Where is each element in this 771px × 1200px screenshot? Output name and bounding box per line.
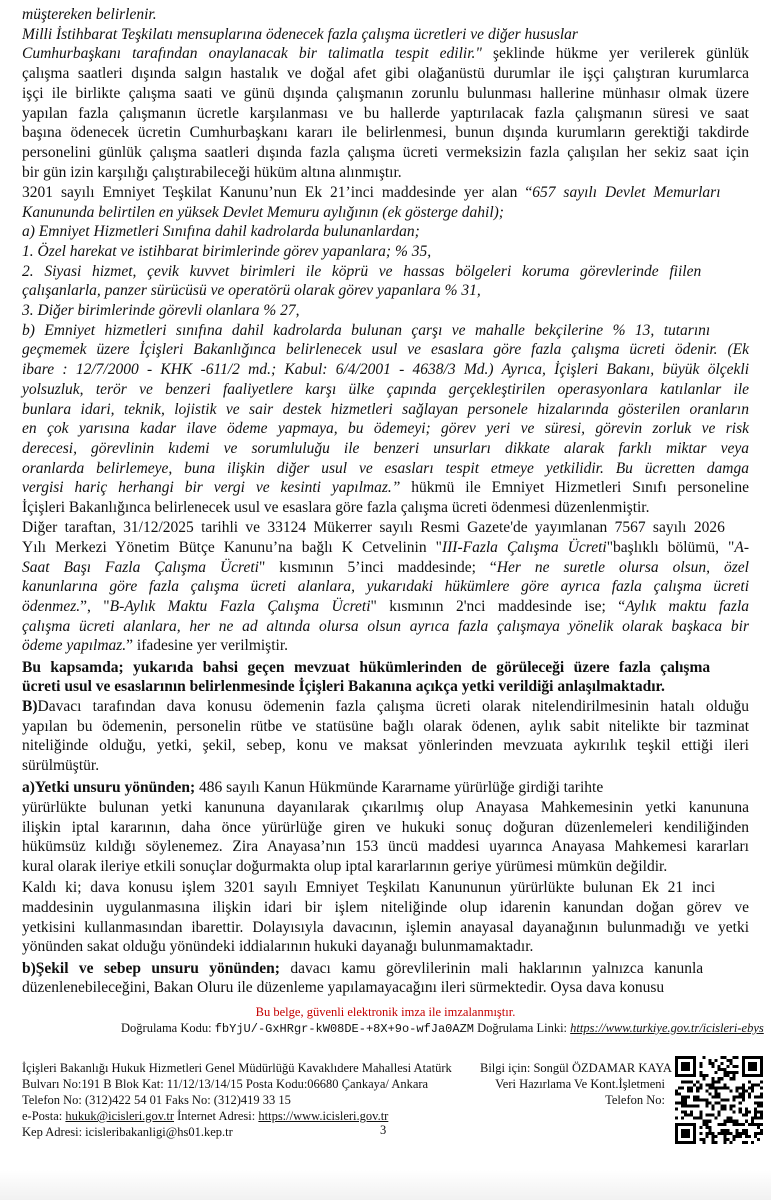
text-segment: Yetki unsuru yönünden; (34, 779, 196, 797)
kep-address: Kep Adresi: icisleribakanligi@hs01.kep.tr (22, 1125, 233, 1139)
body-line (22, 242, 431, 262)
qr-code-icon (675, 1056, 763, 1144)
text-segment: Davacı tarafından dava konusu ödemenin fazla çalışma ücreti olarak nitelendirilmesinin hatalı olduğu (37, 698, 749, 715)
text-segment: ücreti usul ve esaslarının belirlenmesinde İçişleri Bakanına açıkça yetki verildiği anlaşılmaktadır. (22, 678, 665, 696)
text-segment: B-Aylık Maktu Fazla Çalışma Ücreti (109, 598, 371, 615)
body-line (22, 163, 402, 183)
body-line (22, 84, 749, 104)
text-segment: Diğer taraftan, 31/12/2025 tarihli ve 33124 Mükerrer sayılı Resmi Gazete'de yayımlanan 7567 sayılı 2026 (22, 519, 725, 537)
text-segment: ibare : 12/7/2000 - KHK -611/2 md.; Kabul: 6/4/2001 - 4638/3 Md.) Ayrıca, İçişleri Bakanı, büyük ölçekli (22, 361, 749, 379)
text-segment: yetkisini kullanmasından ibarettir. Dolayısıyla davacının, işlemin anayasal dayanağının bulunmadığı ve yetki (22, 918, 749, 936)
body-line (22, 478, 749, 498)
body-line (22, 123, 749, 143)
info-contact: Bilgi için: Songül ÖZDAMAR KAYA (480, 1061, 672, 1075)
body-line (22, 459, 749, 479)
text-segment: "başlıklı bölümü, " (606, 538, 735, 556)
text-segment: oranlarda belirlemeye, buna ilişkin diğer usul ve esasları tespit etmeye yetkilidir. Bu ücretten damga (22, 459, 749, 477)
text-segment: en çok yarısına kadar ilave ödeme yapmaya, bu ödemeyi; görev yeri ve süresi, görevin zorluk ve risk (22, 420, 749, 438)
body-line (22, 262, 701, 282)
text-segment: III-Fazla Çalışma Ücreti (441, 538, 607, 556)
text-segment: hükümsüz kıldığı söylenemez. Zira Anayasa’nın 153 üncü maddesi uyarınca Anayasa Mahkemesi kararları (22, 838, 749, 856)
text-segment: 486 sayılı Kanun Hükmünde Kararname yürürlüğe girdiği tarihte (195, 779, 604, 797)
text-segment: bunlara idari, teknik, lojistik ve sair destek hizmetleri sağlayan personele hizalarında gösterilen oranların (22, 400, 749, 418)
body-line (22, 143, 749, 163)
body-line (22, 518, 725, 538)
text-segment: Yılı Merkezi Yönetim Bütçe Kanunu’na bağlı K Cetvelinin " (22, 538, 442, 556)
text-segment: 2. Siyasi hizmet, çevik kuvvet birimleri ile köprü ve hassas bölgeleri koruma görevlerinde fiilen (22, 262, 702, 280)
info-phone: Telefon No: (605, 1093, 665, 1107)
body-line (22, 340, 749, 360)
body-line (22, 857, 667, 877)
body-line (22, 798, 749, 818)
text-segment: 3. Diğer birimlerinde görevli olanlara % 27, (22, 302, 300, 319)
text-segment: yapılan fazla çalışmanın ücretle karşılanması ve bu hallerde yaptırılacak fazla çalışmanın süresi ve saat (22, 104, 749, 122)
body-line (22, 360, 749, 380)
verify-code: fbYjU/-GxHRgr-kW08DE-+8X+9o-wfJa0AZM (214, 1022, 474, 1036)
text-segment: Her ne suretle olursa olsun, özel (496, 558, 749, 576)
verification-row (121, 1020, 764, 1037)
esign-notice: Bu belge, güvenli elektronik imza ile imzalanmıştır. (255, 1005, 516, 1019)
verify-code-label: Doğrulama Kodu: (121, 1021, 212, 1035)
text-segment: derecesi, görevlinin kıdemi ve sorumluluğu ile benzeri unsurları dikkate alarak farklı miktar veya (22, 439, 749, 457)
body-line (22, 25, 578, 45)
body-line (22, 104, 749, 124)
body-line (22, 281, 481, 301)
text-segment: davacı kamu görevlilerinin mali haklarının yalnızca kanunla (279, 959, 704, 977)
text-segment: ” ifadesine yer verilmiştir. (126, 637, 289, 655)
text-segment: çalışma ücreti alanlara, her ne ad altında olursa olsun ayrıca fazla çalışmaya yönelik olarak başkaca bir (22, 617, 749, 635)
text-segment: b)Şekil ve sebep unsuru yönünden; (22, 959, 280, 977)
body-line (22, 978, 664, 998)
body-line (22, 301, 300, 321)
text-segment: Kanununda belirtilen en yüksek Devlet Memuru aylığının (ek gösterge dahil); (22, 203, 504, 221)
text-segment: 657 sayılı Devlet Memurları (532, 183, 721, 201)
body-line (22, 778, 603, 798)
text-segment: müştereken belirlenir. (22, 6, 157, 23)
text-segment: a) Emniyet Hizmetleri Sınıfına dahil kadrolarda bulunanlardan; (22, 223, 420, 241)
body-line (22, 597, 749, 617)
text-segment: çalışma saatleri dışında salgın hastalık ve doğal afet gibi olağanüstü durumlar ile işçi çalıştıran kurumlarca (22, 65, 749, 83)
text-segment: " kısmının 2'nci maddesinde ise; “ (370, 598, 626, 615)
body-line (22, 959, 703, 979)
internet-link[interactable]: https://www.icisleri.gov.tr (258, 1109, 389, 1123)
body-line (22, 918, 749, 938)
body-line (22, 5, 157, 25)
text-segment: Milli İstihbarat Teşkilatı mensuplarına ödenecek fazla çalışma ücretleri ve diğer hususlar (22, 25, 578, 43)
text-segment: yapılan bu ödemenin, personelin rütbe ve statüsüne bağlı olarak ödenen, aylık sabit nitelikte bir tazminat (22, 717, 749, 735)
text-segment: bir gün izin karşılığı çalıştırabileceği hüküm altına alınmıştır. (22, 163, 402, 181)
body-line (22, 64, 749, 84)
text-segment: maddesinin uygulanmasına ilişkin idari bir işlem niteliğinde olup idarenin kanundan doğan görev ve (22, 899, 749, 916)
body-line (22, 44, 749, 64)
text-segment: niteliğinde olduğu, yetki, şekil, sebep, konu ve maksat yönlerinden mevzuata aykırılık teşkil ettiği ileri (22, 737, 749, 755)
body-line (22, 419, 749, 439)
text-segment: şeklinde hükme yer verilerek günlük (481, 45, 749, 63)
body-line (22, 717, 749, 737)
text-segment: Bu kapsamda; yukarıda bahsi geçen mevzuat hükümlerinden de görüleceği üzere fazla çalışma (22, 658, 711, 676)
text-segment: düzenlenebileceğini, Bakan Oluru ile düzenleme yapılamayacağını ileri sürmektedir. Oysa dava konusu (22, 979, 665, 997)
text-segment: A- (734, 538, 749, 556)
text-segment: a) (22, 779, 35, 797)
text-segment: b) Emniyet hizmetleri sınıfına dahil kadrolarda bulunan çarşı ve mahalle bekçilerine % 13, tutarını (22, 321, 711, 339)
text-segment: yolsuzluk, terör ve benzeri faaliyetlere karşı ülke çapında gerçekleştirilen operasyonlara katılanlar ile (22, 380, 749, 398)
body-line (22, 818, 749, 838)
body-line (22, 439, 749, 459)
page-edge (0, 1170, 771, 1200)
text-segment: Aylık maktu fazla (625, 598, 750, 615)
text-segment: kanunlarına göre fazla çalışma ücreti alanlara, yukarıdaki hükümlere göre ayrıca fazla çalışma ücreti (22, 578, 749, 596)
body-line (22, 380, 749, 400)
text-segment: personelini günlük çalışma saatleri dışında fazla çalışma ücreti vermeksizin fazla çalışılan her sekiz saat için (22, 143, 749, 161)
body-line (22, 321, 710, 341)
email-link[interactable]: hukuk@icisleri.gov.tr (65, 1109, 175, 1123)
info-title: Veri Hazırlama Ve Kont.İşletmeni (495, 1077, 665, 1091)
text-segment: B) (22, 698, 38, 715)
body-line (22, 658, 710, 678)
body-line (22, 538, 749, 558)
body-line (22, 697, 749, 717)
text-segment: başına ödenecek ücretin Cumhurbaşkanı kararı ile belirlenmesi, bunun dışında kurumların gerektiği takdirde (22, 124, 749, 142)
text-segment: vergisi hariç herhangi bir vergi ve kesinti yapılmaz.” (22, 479, 401, 497)
address-line-2: Bulvarı No:191 B Blok Kat: 11/12/13/14/15 Posta Kodu:06680 Çankaya/ Ankara (22, 1077, 429, 1091)
text-segment: sürülmüştür. (22, 757, 100, 775)
body-line (22, 878, 715, 898)
text-segment: işçi ile birlikte çalışma saati ve günü dışında çalışmanın zorunlu bulunması hallerine münhasır olmak üzere (22, 84, 749, 102)
text-segment: 3201 sayılı Emniyet Teşkilat Kanunu’nun Ek 21’inci maddesinde yer alan “ (22, 183, 533, 201)
text-segment: İçişleri Bakanlığınca belirlenecek usul ve esaslara göre fazla çalışma ücreti ödenmesi düzenlenmiştir. (22, 499, 650, 516)
text-segment: çalışanlarla, panzer sürücüsü ve operatörü olarak görev yapanlara % 31, (22, 282, 481, 300)
text-segment: 1. Özel harekat ve istihbarat birimlerinde görev yapanlara; % 35, (22, 242, 432, 260)
body-line (22, 577, 749, 597)
body-line (22, 937, 533, 957)
text-segment: ”, " (80, 598, 110, 615)
body-line (22, 898, 749, 918)
email-web-line (22, 1108, 388, 1124)
verify-link[interactable]: https://www.turkiye.gov.tr/icisleri-ebys (570, 1021, 764, 1035)
text-segment: ödeme yapılmaz. (22, 637, 127, 655)
body-line (22, 756, 99, 776)
text-segment: yönünden sakat olduğu yönündeki iddialarının hukuki dayanağı bulunmamaktadır. (22, 938, 534, 956)
text-segment: yürürlükte bulunan yetki kanununa dayanılarak çıkarılmış olup Anayasa Mahkemesinin yetki kanununa (22, 799, 749, 816)
phone-fax-line: Telefon No: (312)422 54 01 Faks No: (312)419 33 15 (22, 1093, 291, 1107)
text-segment: Kaldı ki; dava konusu işlem 3201 sayılı Emniyet Teşkilatı Kanununun yürürlükte bulunan Ek 21 inci (22, 879, 716, 897)
body-line (22, 837, 749, 857)
text-segment: hükmü ile Emniyet Hizmetleri Sınıfı personeline (400, 479, 749, 497)
text-segment: kural olarak ileriye etkili sonuçlar doğurmakta olup iptal kararlarının geriye yürümesi mümkün değildir. (22, 858, 668, 876)
text-segment: Saat Başı Fazla Çalışma Ücreti (22, 558, 259, 576)
text-segment: " kısmının 5’inci maddesinde; “ (258, 558, 497, 576)
text-segment: ödenmez. (22, 598, 81, 615)
body-line (22, 183, 721, 203)
body-line (22, 203, 504, 223)
body-line (22, 736, 749, 756)
body-line (22, 558, 749, 578)
address-line-1: İçişleri Bakanlığı Hukuk Hizmetleri Genel Müdürlüğü Kavaklıdere Mahallesi Atatürk (22, 1061, 452, 1075)
text-segment: Cumhurbaşkanı tarafından onaylanacak bir talimatla tespit edilir." (22, 45, 482, 63)
internet-label: İnternet Adresi: (177, 1109, 256, 1123)
body-line (22, 222, 420, 242)
body-line (22, 617, 749, 637)
body-line (22, 636, 288, 656)
text-segment: ilişkin iptal kararının, daha önce yürürlüğe giren ve hukuki sonuç doğuran düzenlemeleri kendiliğinden (22, 818, 749, 836)
body-line (22, 400, 749, 420)
text-segment: geçmemek üzere İçişleri Bakanlığınca belirlenecek usul ve esaslara göre fazla çalışma ücreti ödenir. (Ek (22, 341, 749, 359)
page-number: 3 (380, 1123, 387, 1137)
body-line (22, 498, 650, 518)
verify-link-label: Doğrulama Linki: (477, 1021, 568, 1035)
email-label: e-Posta: (22, 1109, 63, 1123)
body-line (22, 677, 665, 697)
